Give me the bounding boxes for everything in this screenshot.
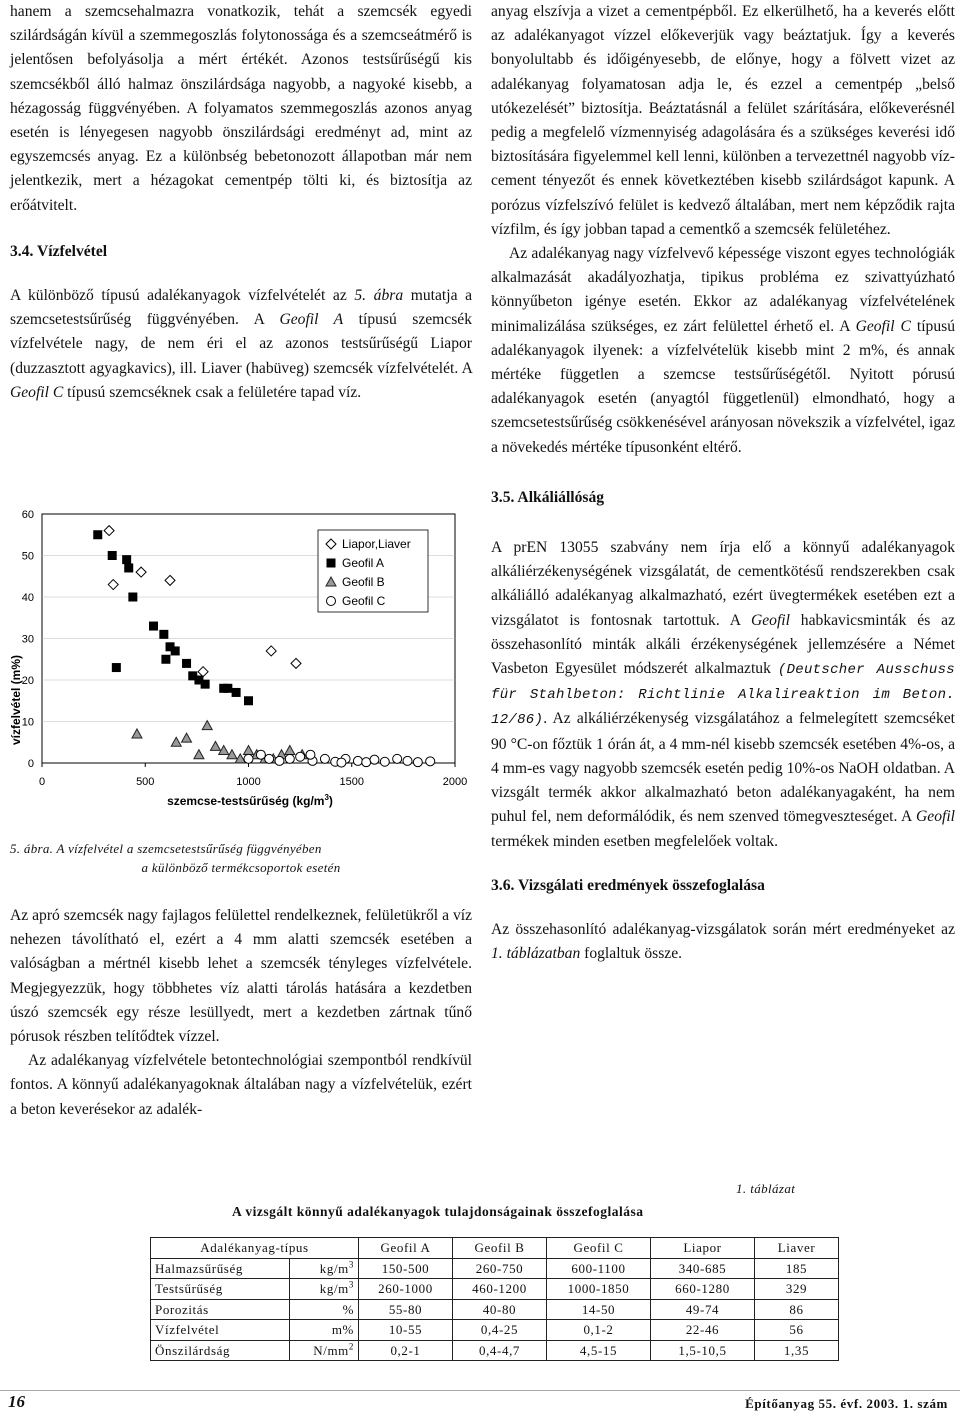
table-header-cell: Geofil A bbox=[359, 1238, 453, 1259]
table-cell: 49-74 bbox=[651, 1299, 755, 1320]
chart-legend bbox=[318, 530, 428, 612]
table-cell: 1000-1850 bbox=[547, 1279, 651, 1300]
legend-label: Liapor,Liaver bbox=[342, 537, 411, 551]
table-cell: 14-50 bbox=[547, 1299, 651, 1320]
data-point bbox=[362, 758, 371, 767]
reference-citation: (Deutscher Ausschuss für Stahlbeton: Richtlinie Alkalireaktion im Beton. 12/86) bbox=[491, 662, 955, 729]
data-point bbox=[306, 750, 315, 759]
table-cell: 0,4-25 bbox=[453, 1320, 547, 1341]
table-number: 1. táblázat bbox=[736, 1181, 796, 1196]
row-unit: $kg/m^3$ bbox=[290, 1279, 359, 1300]
data-point bbox=[370, 755, 379, 764]
data-point bbox=[320, 754, 329, 763]
table-row bbox=[151, 1258, 839, 1279]
table-cell: 0,1-2 bbox=[547, 1320, 651, 1341]
data-point bbox=[296, 752, 305, 761]
row-unit: % bbox=[290, 1299, 359, 1320]
data-point bbox=[182, 659, 191, 668]
table-header-cell: Geofil B bbox=[453, 1238, 547, 1259]
figure-caption bbox=[10, 839, 472, 877]
row-label: Halmazsűrűség bbox=[151, 1258, 290, 1279]
paragraph: anyag elszívja a vizet a cementpépből. Ez elkerülhető, ha a keverés előtt az adalékanyagot vízzel előkeverjük vagy beáztatjuk. Így a keverés bonyolultabb és időigényesebb, de előnye, hogy a fölvett vizet az adalékanyag folyamatosan adja le, és ezzel a cementpép „belső utókezelését” biztosítja. Beáztatásnál a felület szárítására, előkeverésnél pedig a megfelelő vízmennyiség adagolására és a szükséges keverési idő biztosítására figyelemmel kell lenni, különben a tervezettnél nagyobb víz-cement tényezőt és ennek következtében kisebb szilárdságot kapunk. A porózus vízfelszívó felület is kedvező általában, mert nem képződik rajta vízfilm, és így jobban tapad a cementkő a szemcsék felületéhez. bbox=[491, 3, 955, 238]
x-tick-label: 1000 bbox=[236, 776, 261, 788]
table-cell: 1,5-10,5 bbox=[651, 1340, 755, 1361]
data-point bbox=[201, 680, 210, 689]
x-tick-label: 1500 bbox=[339, 776, 364, 788]
left-column bbox=[10, 0, 472, 405]
table-cell: 329 bbox=[755, 1279, 839, 1300]
caption-line: a különböző termékcsoportok esetén bbox=[141, 860, 341, 875]
table-cell: 0,4-4,7 bbox=[453, 1340, 547, 1361]
table-row bbox=[151, 1340, 839, 1361]
y-tick-label: 0 bbox=[27, 758, 34, 770]
table-cell: 1,35 bbox=[755, 1340, 839, 1361]
data-point bbox=[244, 696, 253, 705]
row-label: Testsűrűség bbox=[151, 1279, 290, 1300]
row-unit: m% bbox=[290, 1320, 359, 1341]
properties-table bbox=[150, 1237, 839, 1361]
left-column-bottom bbox=[10, 904, 472, 1122]
table-cell: 260-1000 bbox=[359, 1279, 453, 1300]
table-cell: 150-500 bbox=[359, 1258, 453, 1279]
paragraph: A különböző típusú adalékanyagok vízfelvételét az 5. ábra mutatja a szemcsetestsűrűség függvényében. A Geofil A típusú szemcsék vízfelvétele nagy, de nem éri el az azonos testsűrűségű Liapor (duzzasztott agyagkavics), ill. Liaver (habüveg) szemcsék vízfelvételét. A Geofil C típusú szemcséknek csak a felületére tapad víz. bbox=[10, 287, 473, 401]
data-point bbox=[393, 754, 402, 763]
table-reference: 1. táblázatban bbox=[491, 945, 581, 963]
legend-label: Geofil B bbox=[342, 575, 385, 589]
data-point bbox=[353, 756, 362, 765]
data-point bbox=[93, 530, 102, 539]
paragraph: hanem a szemcsehalmazra vonatkozik, tehát a szemcsék egyedi szilárdságán kívül a szemmegoszlás folytonossága és a szemcseátmérő is jelentősen befolyásolja a mért értékét. Azonos testsűrűségű kis szemcsékből álló halmaz önszilárdsága nagyobb, a nagyoké kisebb, a hézagosság függvényében. A folyamatos szemmegoszlás azonos anyag esetén is lényegesen nagyobb önszilárdsági eredményt ad, mint az egyszemcsés anyag. Ez a különbség bebetonozott állapotban már nem jelentkezik, mert a hézagokat cementpép tölti ki, és biztosítja az erőátvitelt. bbox=[10, 3, 472, 214]
data-point bbox=[327, 597, 336, 606]
table-title: A vizsgált könnyű adalékanyagok tulajdonságainak összefoglalása bbox=[232, 1204, 644, 1219]
y-tick-label: 20 bbox=[21, 675, 34, 687]
table-cell: 22-46 bbox=[651, 1320, 755, 1341]
y-tick-label: 10 bbox=[21, 716, 34, 729]
data-point bbox=[149, 622, 158, 631]
figure-reference: 5. ábra bbox=[354, 287, 404, 305]
journal-name: Építőanyag 55. évf. 2003. 1. szám bbox=[745, 1396, 948, 1411]
y-tick-label: 40 bbox=[21, 592, 34, 604]
data-point bbox=[285, 754, 294, 763]
data-point bbox=[223, 684, 232, 693]
y-tick-label: 60 bbox=[21, 509, 34, 521]
scatter-chart bbox=[0, 500, 480, 835]
row-label: Vízfelvétel bbox=[151, 1320, 290, 1341]
data-point bbox=[171, 646, 180, 655]
page-number: 16 bbox=[8, 1392, 25, 1411]
data-point bbox=[337, 758, 346, 767]
footer-divider bbox=[0, 1390, 960, 1391]
data-point bbox=[413, 758, 422, 767]
table-header-cell: Liapor bbox=[651, 1238, 755, 1259]
table-cell: 56 bbox=[755, 1320, 839, 1341]
data-point bbox=[232, 688, 241, 697]
legend-label: Geofil A bbox=[342, 556, 385, 570]
data-point bbox=[161, 655, 170, 664]
x-axis-label: szemcse-testsűrűség $(kg/m^3)$ bbox=[167, 793, 333, 808]
table-header-row bbox=[151, 1238, 839, 1259]
table-cell: 10-55 bbox=[359, 1320, 453, 1341]
paragraph: Az adalékanyag nagy vízfelvevő képessége viszont egyes technológiák alkalmazását akadályozhatja, tipikus probléma ez szivattyúzható könnyűbeton igénye esetén. Ekkor az adalékanyag vízfelvételének minimalizálása szükséges, ez zárt felülettel érhető el. A Geofil C típusú adalékanyagok ilyenek: a vízfelvételük kisebb mint 2 m%, és annak mértéke független a szemcse testsűrűségétől. Nyitott pórusú adalékanyagok esetén (anyagtól függetlenül) elmondható, hogy a szemcsetestsűrűség csökkenésével arányosan növekszik a vízfelvétel, igaz a növekedés mértéke típusonként eltérő. bbox=[491, 245, 956, 456]
data-point bbox=[426, 757, 435, 766]
y-tick-label: 50 bbox=[21, 550, 34, 563]
paragraph: Az adalékanyag vízfelvétele betontechnológiai szempontból rendkívül fontos. A könnyű adalékanyagoknak általában nagy a vízfelvételük, ezért a beton keverésekor az adalék- bbox=[10, 1052, 472, 1118]
table-cell: 260-750 bbox=[453, 1258, 547, 1279]
table-header-cell: Adalékanyag-típus bbox=[151, 1238, 359, 1259]
table-cell: 660-1280 bbox=[651, 1279, 755, 1300]
row-label: Porozitás bbox=[151, 1299, 290, 1320]
table-row bbox=[151, 1320, 839, 1341]
data-point bbox=[275, 756, 284, 765]
data-point bbox=[256, 750, 265, 759]
legend-label: Geofil C bbox=[342, 594, 386, 608]
data-point bbox=[327, 559, 336, 568]
table-cell: 86 bbox=[755, 1299, 839, 1320]
table-row bbox=[151, 1299, 839, 1320]
y-tick-label: 30 bbox=[21, 633, 34, 646]
row-unit: $N/mm^2$ bbox=[290, 1340, 359, 1361]
paragraph: A prEN 13055 szabvány nem írja elő a könnyű adalékanyagok alkáliérzékenységének vizsgálatát, de cementkötésű rendszerekben csak alkáliálló adalékanyag alkalmazható, ezért üvegtermékek esetében ezt a vizsgálatot is fontosnak tartottuk. A Geofil habkavicsminták és az összehasonlító minták alkáli érzékenységének jellemzésére a Német Vasbeton Egyesület módszerét alkalmaztuk (Deutscher Ausschuss für Stahlbeton: Richtlinie Alkalireaktion im Beton. 12/86). Az alkáliérzékenység vizsgálatához a felmelegített szemcséket 90 °C-on főztük 1 órán át, a 4 mm-nél kisebb szemcsék esetében 4%-os, a 4 mm-es vagy nagyobb szemcsék esetén pedig 10%-os NaOH oldatban. A vizsgált termék akkor alkalmazható beton adalékanyagaként, ha nem puhul fel, nem deformálódik, és nem szenved tömegveszteséget. A Geofil termékek minden esetben megfelelőek voltak. bbox=[491, 539, 955, 850]
table-cell: 600-1100 bbox=[547, 1258, 651, 1279]
data-point bbox=[159, 630, 168, 639]
section-heading-3-5: 3.5. Alkáliállóság bbox=[491, 488, 605, 506]
data-point bbox=[108, 551, 117, 560]
data-point bbox=[265, 754, 274, 763]
x-tick-label: 2000 bbox=[442, 776, 468, 788]
table-cell: 340-685 bbox=[651, 1258, 755, 1279]
table-header-cell: Geofil C bbox=[547, 1238, 651, 1259]
table-cell: 460-1200 bbox=[453, 1279, 547, 1300]
data-point bbox=[122, 555, 131, 564]
x-tick-label: 0 bbox=[38, 776, 46, 788]
section-heading-3-6: 3.6. Vizsgálati eredmények összefoglalása bbox=[491, 876, 765, 894]
data-point bbox=[244, 754, 253, 763]
table-cell: 40-80 bbox=[453, 1299, 547, 1320]
table-header-cell: Liaver bbox=[755, 1238, 839, 1259]
data-point bbox=[128, 593, 137, 602]
table-cell: 55-80 bbox=[359, 1299, 453, 1320]
x-tick-label: 500 bbox=[136, 776, 155, 788]
table-cell: 4,5-15 bbox=[547, 1340, 651, 1361]
data-point bbox=[403, 756, 412, 765]
data-point bbox=[112, 663, 121, 672]
section-heading-3-4: 3.4. Vízfelvétel bbox=[10, 242, 108, 260]
row-unit: $kg/m^3$ bbox=[290, 1258, 359, 1279]
paragraph: Az apró szemcsék nagy fajlagos felülettel rendelkeznek, felületükről a víz nehezen távolítható el, ezért a 4 mm alatti szemcsék esetében a valóságban a mértnél kisebb lehet a szemcsék tényleges vízfelvétele. Megjegyezzük, hogy többhetes víz alatti tárolás hatására a kezdetben úszó szemcsék egy része lesüllyedt, mert a kezdetben zártnak tűnő pórusok részben telítődtek vízzel. bbox=[10, 907, 472, 1046]
data-point bbox=[124, 563, 133, 572]
table-cell: 185 bbox=[755, 1258, 839, 1279]
row-label: Önszilárdság bbox=[151, 1340, 290, 1361]
right-column bbox=[491, 0, 955, 966]
table-cell: 0,2-1 bbox=[359, 1340, 453, 1361]
paragraph: Az összehasonlító adalékanyag-vizsgálatok során mért eredményeket az 1. táblázatban foglaltuk össze. bbox=[491, 920, 955, 963]
data-point bbox=[380, 757, 389, 766]
y-axis-label: vízfelvétel (m%) bbox=[9, 654, 23, 746]
table-row bbox=[151, 1279, 839, 1300]
caption-line: 5. ábra. A vízfelvétel a szemcsetestsűrűség függvényében bbox=[10, 841, 322, 856]
